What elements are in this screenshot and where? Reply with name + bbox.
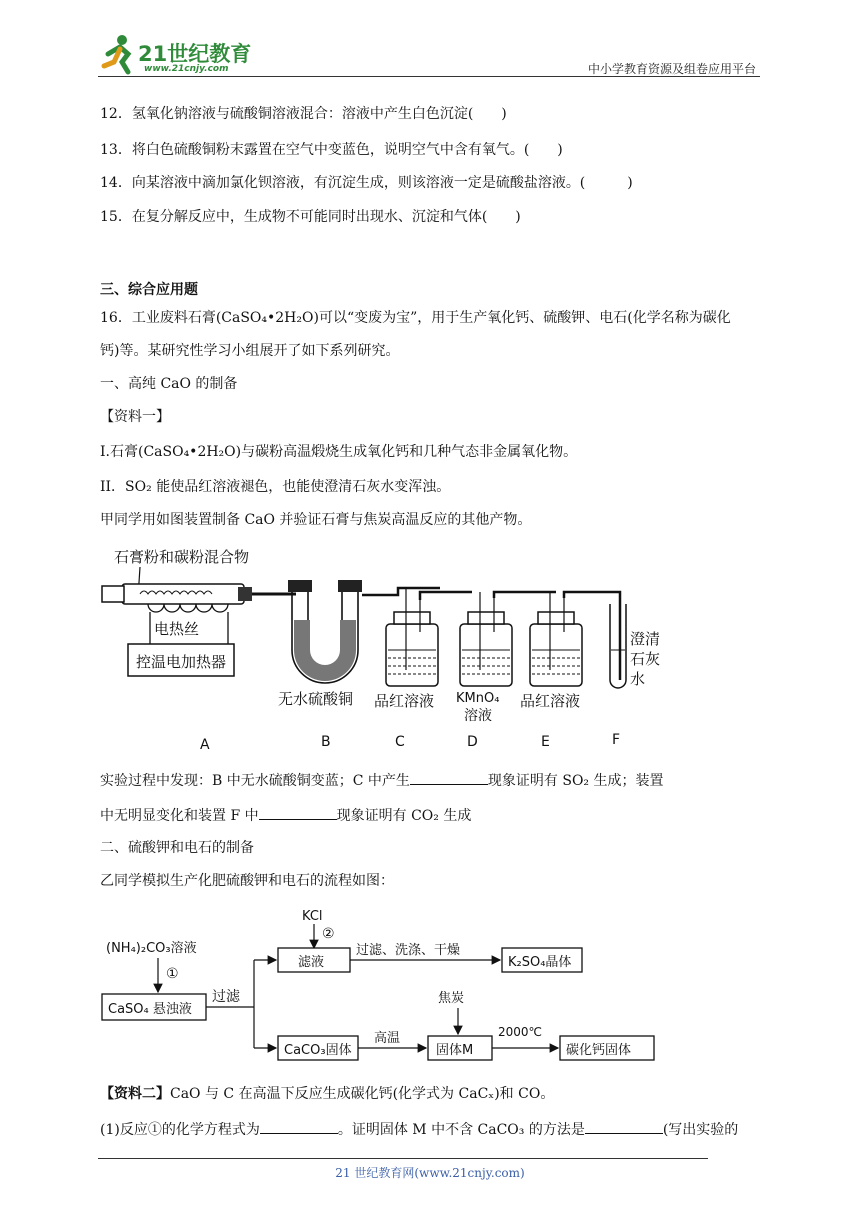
letter-e: E	[541, 734, 550, 750]
answer-blank-f[interactable]	[259, 805, 337, 820]
question-13: 13．将白色硫酸铜粉末露置在空气中变蓝色，说明空气中含有氧气。( )	[100, 142, 563, 158]
letter-a: A	[200, 737, 210, 753]
c-label: 品红溶液	[374, 692, 435, 710]
flow-intro: 乙同学模拟生产化肥硫酸钾和电石的流程如图：	[100, 873, 394, 889]
footer-text: 21 世纪教育网(www.21cnjy.com)	[335, 1166, 525, 1180]
f-label-1: 澄清	[630, 630, 661, 648]
heater-wire-label: 电热丝	[154, 620, 200, 638]
platform-title: 中小学教育资源及组卷应用平台	[587, 62, 756, 76]
info2: 【资料二】CaO 与 C 在高温下反应生成碳化钙(化学式为 CaCₓ)和 CO。	[100, 1086, 555, 1102]
box-k2so4: K₂SO₄晶体	[508, 955, 572, 970]
box-carbide: 碳化钙固体	[566, 1043, 632, 1058]
footer-divider	[98, 1158, 708, 1159]
coke-label: 焦炭	[438, 991, 465, 1006]
answer-blank-equation[interactable]	[260, 1119, 338, 1134]
question-15: 15．在复分解反应中，生成物不可能同时出现水、沉淀和气体( )	[100, 209, 521, 225]
runner-icon	[98, 32, 138, 76]
d-label-1: KMnO₄	[456, 691, 500, 706]
question-12: 12．氢氧化钠溶液与硫酸铜溶液混合：溶液中产生白色沉淀( )	[100, 106, 507, 122]
letter-f: F	[612, 732, 621, 748]
subquestion-1: (1)反应①的化学方程式为 。证明固体 M 中不含 CaCO₃ 的方法是 (写出实验的	[100, 1119, 738, 1140]
box-caco3: CaCO₃固体	[284, 1043, 352, 1058]
observation-line-1: 实验过程中发现：B 中无水硫酸铜变蓝；C 中产生 现象证明有 SO₂ 生成；装置	[100, 770, 664, 791]
e-label: 品红溶液	[520, 692, 581, 710]
site-logo	[98, 32, 268, 80]
step-2: ②	[322, 926, 335, 942]
reagent-1: (NH₄)₂CO₃溶液	[106, 941, 197, 956]
d-label-2: 溶液	[464, 708, 492, 724]
letter-b: B	[321, 734, 331, 750]
temp-label: 2000℃	[498, 1025, 543, 1039]
letter-c: C	[395, 734, 405, 750]
high-temp-label: 高温	[374, 1031, 401, 1046]
apparatus-intro: 甲同学用如图装置制备 CaO 并验证石膏与焦炭高温反应的其他产物。	[100, 512, 532, 528]
answer-blank-c[interactable]	[410, 770, 488, 785]
letter-d: D	[467, 734, 478, 750]
apparatus-top-label: 石膏粉和碳粉混合物	[114, 548, 250, 566]
apparatus-diagram	[100, 540, 700, 760]
f-label-2: 石灰	[630, 650, 661, 668]
heater-label: 控温电加热器	[136, 653, 227, 671]
header-divider	[98, 76, 760, 77]
answer-blank-method[interactable]	[585, 1119, 663, 1134]
part2-title: 二、硫酸钾和电石的制备	[100, 840, 254, 856]
observation-line-2: 中无明显变化和装置 F 中 现象证明有 CO₂ 生成	[100, 805, 471, 826]
part1-title: 一、高纯 CaO 的制备	[100, 376, 238, 392]
box-suspension: CaSO₄ 悬浊液	[108, 1002, 192, 1017]
b-label: 无水硫酸铜	[278, 690, 354, 708]
info1-item-i: I.石膏(CaSO₄•2H₂O)与碳粉高温煅烧生成氧化钙和几种气态非金属氧化物。	[100, 444, 578, 460]
step-1: ①	[166, 966, 179, 982]
process-flowchart	[100, 902, 700, 1072]
question-16-line1: 16．工业废料石膏(CaSO₄•2H₂O)可以“变废为宝”，用于生产氧化钙、硫酸钾、电石(化学名称为碳化	[100, 310, 731, 326]
process-label: 过滤、洗涤、干燥	[356, 943, 461, 958]
filter-label: 过滤	[212, 989, 240, 1005]
reagent-2: KCl	[302, 909, 323, 924]
info1-title: 【资料一】	[100, 409, 170, 425]
section-title: 三、综合应用题	[100, 282, 198, 298]
info1-item-ii: II．SO₂ 能使品红溶液褪色，也能使澄清石灰水变浑浊。	[100, 479, 451, 495]
box-m: 固体M	[436, 1043, 474, 1058]
question-14: 14．向某溶液中滴加氯化钡溶液，有沉淀生成，则该溶液一定是硫酸盐溶液。( )	[100, 175, 633, 191]
question-16-line2: 钙)等。某研究性学习小组展开了如下系列研究。	[100, 343, 400, 359]
box-filtrate: 滤液	[298, 955, 325, 970]
logo-url: www.21cnjy.com	[144, 64, 229, 74]
f-label-3: 水	[630, 670, 646, 688]
logo-text: 21世纪教育	[138, 42, 252, 66]
